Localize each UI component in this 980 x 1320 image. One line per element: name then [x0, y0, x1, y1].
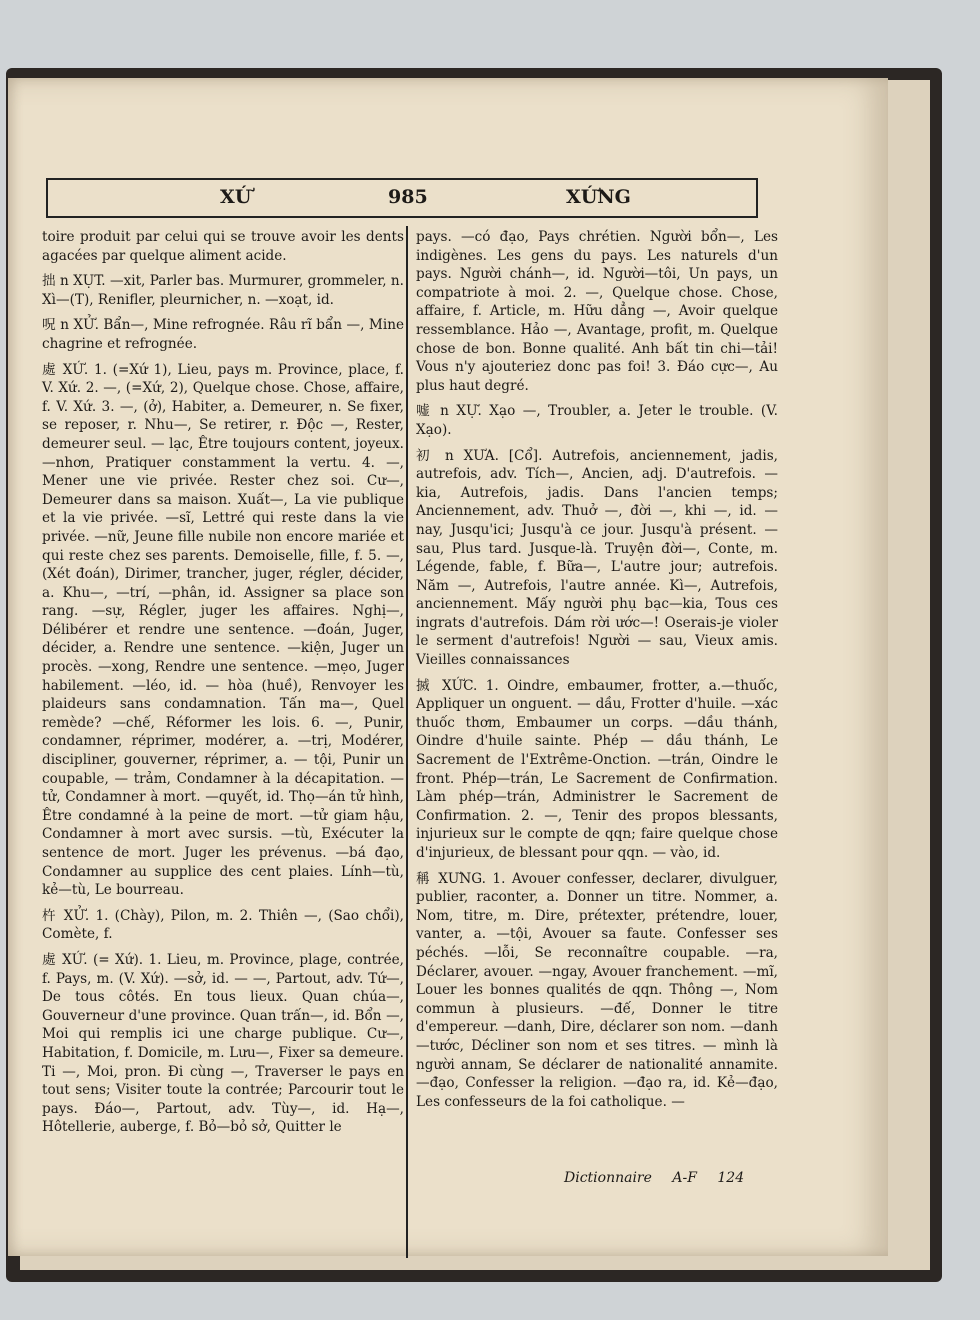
entry-xu-mine: 呪 n XỬ. Bẩn—, Mine refrognée. Râu rĩ bẩn —, Mine chagrine et refrognée. [42, 317, 404, 352]
entry-xung: 稱 XƯNG. 1. Avouer confesser, declarer, divulguer, publier, raconter, a. Donner un titre. Nommer, a. Nom, titre, m. Dire, prétexter, prétendre, louer, vanter, a. —tội, Avouer sa faute. Confesser ses péchés. —lỗi, Se reconnaître coupable. —ra, Déclarer, avouer. —ngay, Avouer franchement. —mĩ, Louer les bonnes qualités de qqn. Thông —, Nom commun à plusieurs. —đế, Donner le titre d'empereur. —danh, Dire, déclarer son nom. —danh—tước, Décliner son nom et ses titres. — mình là người annam, Se déclarer de nationalité annamite. —đạo, Confesser la religion. —đạo ra, id. Kẻ—đạo, Les confesseurs de la foi catholique. — [416, 870, 778, 1110]
header-left-word: XỨ [220, 186, 252, 208]
column-divider [406, 226, 408, 1258]
entry-continuation-pays: pays. —có đạo, Pays chrétien. Người bổn—, Les indigènes. Les gens du pays. Les naturels d'un pays. Người chánh—, id. Người—tôi, Un pays, un compatriote à moi. 2. —, Quelque chose. Chose, affaire, f. Article, m. Hữu dẳng —, Avoir quelque ressemblance. Hảo —, Avantage, profit, m. Quelque chose de bon. Bonne qualité. Anh bất tin chi—tải! Vous n'y ajouteriez donc pas foi! 3. Đáo cực—, Au plus haut degré. [416, 229, 778, 394]
entry-xut: 拙 n XỤT. —xit, Parler bas. Murmurer, grommeler, n. Xì—(T), Renifler, pleurnicher, n. —xoạt, id. [42, 273, 404, 308]
entry-xuc: 搣 XỨC. 1. Oindre, embaumer, frotter, a.—thuốc, Appliquer un onguent. — dầu, Frotter d'huile. —xác thuốc thơm, Embaumer un corps. —dầu thánh, Oindre d'huile sainte. Phép — dầu thánh, Le Sacrement de l'Extrême-Onction. —trán, Oindre le front. Phép—trán, Le Sacrement de Confirmation. Làm phép—trán, Administrer le Sacrement de Confirmation. 2. —, Tenir des propos blessants, injurieux sur le compte de qqn; faire quelque chose d'injurieux, de blessant pour qqn. — vào, id. [416, 677, 778, 861]
entry-xu-lieu: 處 XỨ. 1. (=Xứ 1), Lieu, pays m. Province, place, f. V. Xứ. 2. —, (=Xứ, 2), Quelque chose. Chose, affaire, f. V. Xứ. 3. —, (ở), Habiter, a. Demeurer, n. Se fixer, se reposer, r. Nhu—, Se retirer, r. Độc —, Rester, demeurer seul. — lạc, Être toujours content, joyeux. —nhơn, Pratiquer constamment la vertu. 4. —, Mener une vie privée. Rester chez soi. Cư—, Demeurer dans sa maison. Xuất—, La vie publique et la vie privée. —sĩ, Lettré qui reste dans la vie privée. —nữ, Jeune fille nubile non encore mariée et qui reste chez ses parents. Demoiselle, fille, f. 5. —, (Xét đoán), Dirimer, trancher, juger, régler, décider, a. Khu—, —trí, —phân, id. Assigner sa place son rang. —sự, Régler, juger les affaires. Nghị—, Délibérer et rendre une sentence. —đoán, Juger, décider, a. Rendre une sentence. —kiện, Juger un procès. —xong, Rendre une sentence. —mẹo, Juger habilement. —léo, id. — hòa (huề), Renvoyer les plaideurs sans condamnation. Tấn ma—, Quel remède? —chế, Réformer les lois. 6. —, Punir, condamner, réprimer, modérer, a. —trị, Modérer, discipliner, gouverner, réprimer, a. — tội, Punir un coupable, — trảm, Condamner à la décapitation. —tử, Condamner à mort. —quyết, id. Thọ—án tử hình, Être condamné à la peine de mort. —tử giam hậu, Condamner à mort avec sursis. —tù, Exécuter la sentence de mort. Juger les prévenus. —bá đạo, Condamner au supplice des cent plaies. Lính—tù, kẻ—tù, Le bourreau. [42, 361, 404, 899]
footer-volume: A-F [672, 1170, 697, 1186]
running-header [46, 178, 758, 218]
dictionary-page [8, 78, 888, 1256]
left-column [42, 228, 404, 1144]
header-right-word: XỨNG [566, 186, 631, 208]
entry-continuation: toire produit par celui qui se trouve avoir les dents agacées par quelque aliment acide. [42, 229, 404, 264]
page-number: 985 [388, 186, 428, 208]
entry-xua: 初 n XƯA. [Cổ]. Autrefois, anciennement, jadis, autrefois, adv. Tích—, Ancien, adj. D'autrefois. —kia, Autrefois, jadis. Dans l'ancien temps; Anciennement, adv. Thuở —, đời —, khi —, id. — nay, Jusqu'ici; Jusqu'à ce jour. Jusqu'à présent. — sau, Plus tard. Jusque-là. Truyện đời—, Conte, m. Légende, fable, f. Bữa—, L'autre jour; autrefois. Năm —, Autrefois, l'autre année. Kì—, Autrefois, anciennement. Mấy người phụ bạc—kia, Tous ces ingrats d'autrefois. Dám rời ước—! Oserais-je violer le serment d'autrefois! Người — sau, Vieux amis. Vieilles connaissances [416, 447, 778, 669]
entry-xu-pilon: 杵 XỬ. 1. (Chày), Pilon, m. 2. Thiên —, (Sao chổi), Comète, f. [42, 907, 404, 943]
page-footer [564, 1170, 760, 1186]
footer-sheet: 124 [717, 1170, 745, 1186]
right-column [416, 228, 778, 1118]
entry-xu-province: 處 XỨ. (= Xứ). 1. Lieu, m. Province, plage, contrée, f. Pays, m. (V. Xứ). —sở, id. — —, Partout, adv. Tứ—, De tous côtés. En tous lieux. Quan chúa—, Gouverneur d'une province. Quan trấn—, id. Bổn —, Moi qui remplis ici une charge publique. Cư—, Habitation, f. Domicile, m. Lưu—, Fixer sa demeure. Ti —, Moi, pron. Đi cùng —, Traverser le pays en tout sens; Visiter toute la contrée; Parcourir tout le pays. Đáo—, Partout, adv. Tùy—, id. Hạ—, Hôtellerie, auberge, f. Bỏ—bỏ sở, Quitter le [42, 951, 404, 1136]
footer-series: Dictionnaire [564, 1170, 652, 1186]
entry-xu-troubler: 嘘 n XỰ. Xạo —, Troubler, a. Jeter le trouble. (V. Xạo). [416, 403, 778, 438]
